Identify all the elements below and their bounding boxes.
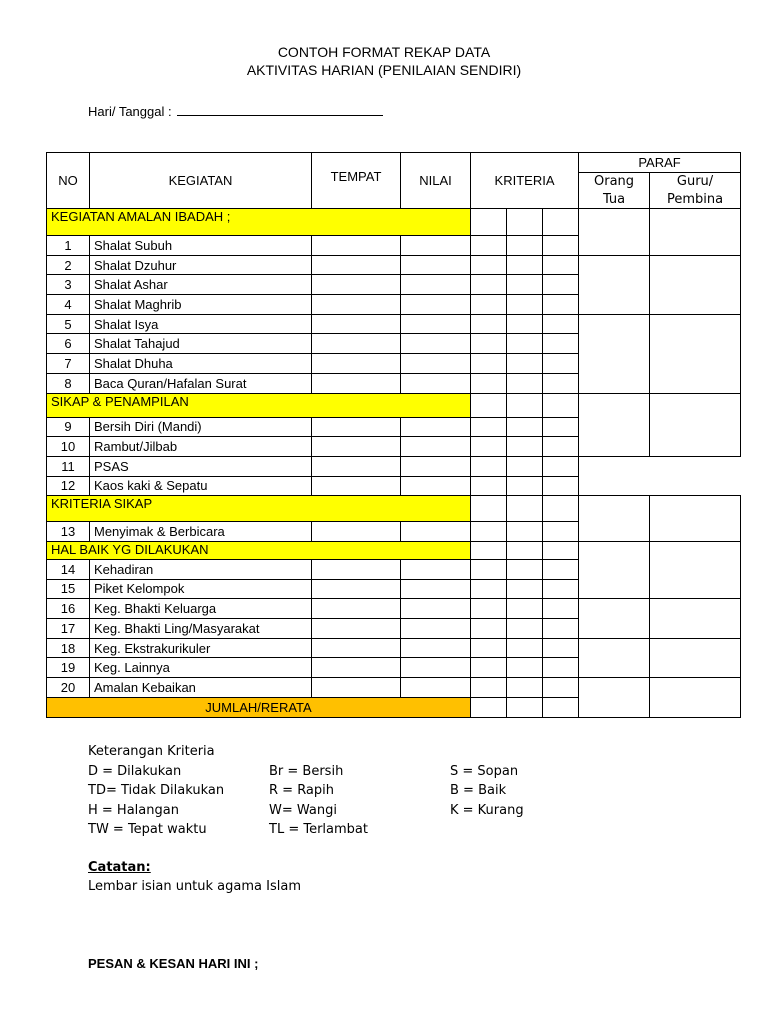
section-row — [47, 393, 741, 417]
row-number: 14 — [47, 559, 90, 579]
nilai-cell[interactable] — [401, 275, 471, 295]
kriteria-cell[interactable] — [471, 522, 507, 542]
nilai-cell[interactable] — [401, 295, 471, 315]
kriteria-cell[interactable] — [543, 678, 579, 698]
nilai-cell[interactable] — [401, 522, 471, 542]
tempat-cell[interactable] — [312, 456, 401, 476]
tempat-cell[interactable] — [312, 373, 401, 393]
activity-label: Baca Quran/Hafalan Surat — [90, 373, 312, 393]
paraf-guru-cell[interactable] — [650, 496, 741, 542]
tempat-cell[interactable] — [312, 658, 401, 678]
legend-item: Br = Bersih — [269, 763, 344, 779]
paraf-guru-cell[interactable] — [650, 209, 741, 256]
nilai-cell[interactable] — [401, 476, 471, 496]
paraf-orang-tua-cell[interactable] — [579, 541, 650, 598]
row-number: 18 — [47, 638, 90, 658]
nilai-cell[interactable] — [401, 437, 471, 457]
nilai-cell[interactable] — [401, 255, 471, 275]
tempat-cell[interactable] — [312, 522, 401, 542]
kriteria-cell[interactable] — [471, 579, 507, 599]
kriteria-cell[interactable] — [543, 275, 579, 295]
kriteria-cell[interactable] — [471, 476, 507, 496]
rekap-table — [46, 152, 741, 718]
paraf-guru-cell[interactable] — [650, 314, 741, 393]
kriteria-cell[interactable] — [543, 496, 579, 522]
date-blank-line — [177, 105, 383, 116]
tempat-cell[interactable] — [312, 678, 401, 698]
header-no: NO — [47, 153, 90, 209]
kriteria-cell[interactable] — [543, 209, 579, 236]
paraf-orang-tua-cell[interactable] — [579, 638, 650, 677]
kriteria-cell[interactable] — [543, 476, 579, 496]
section-row — [47, 209, 741, 236]
table-row — [47, 255, 741, 275]
kriteria-cell[interactable] — [507, 541, 543, 559]
kriteria-cell[interactable] — [507, 658, 543, 678]
table-row — [47, 599, 741, 619]
kriteria-cell[interactable] — [471, 541, 507, 559]
nilai-cell[interactable] — [401, 334, 471, 354]
kriteria-cell[interactable] — [471, 417, 507, 437]
activity-label: Shalat Ashar — [90, 275, 312, 295]
row-number: 9 — [47, 417, 90, 437]
kriteria-cell[interactable] — [543, 579, 579, 599]
tempat-cell[interactable] — [312, 295, 401, 315]
kriteria-cell[interactable] — [471, 599, 507, 619]
nilai-cell[interactable] — [401, 579, 471, 599]
tempat-cell[interactable] — [312, 559, 401, 579]
nilai-cell[interactable] — [401, 236, 471, 256]
table-row — [47, 476, 741, 496]
kriteria-cell[interactable] — [471, 354, 507, 374]
kriteria-cell[interactable] — [471, 275, 507, 295]
row-number: 1 — [47, 236, 90, 256]
catatan — [88, 858, 301, 896]
table-row — [47, 314, 741, 334]
nilai-cell[interactable] — [401, 354, 471, 374]
rekap-table-body — [47, 209, 741, 718]
paraf-guru-cell[interactable] — [650, 638, 741, 677]
kriteria-cell[interactable] — [471, 295, 507, 315]
tempat-cell[interactable] — [312, 334, 401, 354]
tempat-cell[interactable] — [312, 417, 401, 437]
kriteria-cell[interactable] — [507, 496, 543, 522]
activity-label: Piket Kelompok — [90, 579, 312, 599]
kriteria-cell[interactable] — [543, 236, 579, 256]
row-number: 16 — [47, 599, 90, 619]
section-title: KRITERIA SIKAP — [47, 496, 471, 522]
row-number: 7 — [47, 354, 90, 374]
activity-label: Bersih Diri (Mandi) — [90, 417, 312, 437]
kriteria-cell[interactable] — [471, 496, 507, 522]
activity-label: Kaos kaki & Sepatu — [90, 476, 312, 496]
kriteria-cell[interactable] — [471, 619, 507, 639]
header-nilai: NILAI — [401, 153, 471, 209]
activity-label: Kehadiran — [90, 559, 312, 579]
section-row — [47, 541, 741, 559]
kriteria-cell[interactable] — [507, 255, 543, 275]
paraf-guru-cell[interactable] — [650, 393, 741, 456]
activity-label: Shalat Subuh — [90, 236, 312, 256]
nilai-cell[interactable] — [401, 314, 471, 334]
activity-label: Shalat Maghrib — [90, 295, 312, 315]
jumlah-rerata-label: JUMLAH/RERATA — [47, 697, 471, 717]
activity-label: Shalat Dzuhur — [90, 255, 312, 275]
kriteria-cell[interactable] — [543, 456, 579, 476]
legend-item: W= Wangi — [269, 802, 337, 818]
nilai-cell[interactable] — [401, 599, 471, 619]
kriteria-cell[interactable] — [471, 209, 507, 236]
row-number: 6 — [47, 334, 90, 354]
kriteria-cell[interactable] — [543, 522, 579, 542]
document-title-line1: CONTOH FORMAT REKAP DATA — [277, 44, 491, 60]
kriteria-cell[interactable] — [507, 599, 543, 619]
kriteria-cell[interactable] — [507, 559, 543, 579]
kriteria-cell[interactable] — [507, 295, 543, 315]
kriteria-cell[interactable] — [543, 599, 579, 619]
kriteria-cell[interactable] — [543, 314, 579, 334]
tempat-cell[interactable] — [312, 599, 401, 619]
kriteria-cell[interactable] — [471, 373, 507, 393]
kriteria-cell[interactable] — [507, 314, 543, 334]
row-number: 2 — [47, 255, 90, 275]
activity-label: Rambut/Jilbab — [90, 437, 312, 457]
row-number: 17 — [47, 619, 90, 639]
row-number: 12 — [47, 476, 90, 496]
kriteria-cell[interactable] — [507, 638, 543, 658]
nilai-cell[interactable] — [401, 638, 471, 658]
kriteria-cell[interactable] — [507, 373, 543, 393]
keterangan-title: Keterangan Kriteria — [88, 744, 215, 759]
kriteria-cell[interactable] — [471, 236, 507, 256]
tempat-cell[interactable] — [312, 255, 401, 275]
legend-item: D = Dilakukan — [88, 763, 182, 779]
kriteria-cell[interactable] — [471, 393, 507, 417]
tempat-cell[interactable] — [312, 579, 401, 599]
activity-label: Shalat Isya — [90, 314, 312, 334]
kriteria-cell[interactable] — [471, 678, 507, 698]
table-row — [47, 638, 741, 658]
row-number: 13 — [47, 522, 90, 542]
row-number: 5 — [47, 314, 90, 334]
table-row — [47, 678, 741, 698]
kriteria-cell[interactable] — [543, 541, 579, 559]
kriteria-cell[interactable] — [507, 236, 543, 256]
header-guru-line1: Guru/ — [650, 173, 741, 191]
document-title-line2: AKTIVITAS HARIAN (PENILAIAN SENDIRI) — [246, 62, 522, 78]
kriteria-cell[interactable] — [471, 255, 507, 275]
kriteria-cell[interactable] — [543, 638, 579, 658]
nilai-cell[interactable] — [401, 678, 471, 698]
activity-label: Keg. Ekstrakurikuler — [90, 638, 312, 658]
legend-item: B = Baik — [450, 783, 507, 798]
paraf-orang-tua-cell[interactable] — [579, 496, 650, 542]
activity-label: Shalat Dhuha — [90, 354, 312, 374]
kriteria-cell[interactable] — [543, 393, 579, 417]
kriteria-cell[interactable] — [471, 314, 507, 334]
kriteria-cell[interactable] — [543, 437, 579, 457]
activity-label: PSAS — [90, 456, 312, 476]
kriteria-cell[interactable] — [471, 638, 507, 658]
kriteria-cell[interactable] — [507, 275, 543, 295]
kriteria-cell[interactable] — [543, 658, 579, 678]
nilai-cell[interactable] — [401, 417, 471, 437]
tempat-cell[interactable] — [312, 314, 401, 334]
kriteria-cell[interactable] — [507, 417, 543, 437]
kriteria-cell[interactable] — [471, 437, 507, 457]
row-number: 20 — [47, 678, 90, 698]
legend-item: R = Rapih — [269, 783, 335, 798]
section-title: HAL BAIK YG DILAKUKAN — [47, 541, 471, 559]
row-number: 10 — [47, 437, 90, 457]
nilai-cell[interactable] — [401, 456, 471, 476]
header-guru-line2: Pembina — [650, 191, 741, 209]
catatan-title: Catatan: — [88, 860, 151, 875]
kriteria-cell[interactable] — [543, 334, 579, 354]
activity-label: Menyimak & Berbicara — [90, 522, 312, 542]
nilai-cell[interactable] — [401, 373, 471, 393]
kriteria-cell[interactable] — [507, 209, 543, 236]
paraf-orang-tua-cell[interactable] — [579, 314, 650, 393]
activity-label: Amalan Kebaikan — [90, 678, 312, 698]
kriteria-cell[interactable] — [543, 354, 579, 374]
kriteria-cell[interactable] — [543, 559, 579, 579]
paraf-guru-cell[interactable] — [650, 678, 741, 718]
row-number: 4 — [47, 295, 90, 315]
row-number: 15 — [47, 579, 90, 599]
kriteria-cell[interactable] — [507, 678, 543, 698]
section-title: SIKAP & PENAMPILAN — [47, 393, 471, 417]
kriteria-cell[interactable] — [471, 334, 507, 354]
date-field — [88, 104, 383, 119]
header-orang-tua-line2: Tua — [579, 191, 650, 209]
paraf-orang-tua-cell[interactable] — [579, 599, 650, 638]
kriteria-cell[interactable] — [507, 334, 543, 354]
header-kegiatan: KEGIATAN — [90, 153, 312, 209]
kriteria-cell[interactable] — [507, 354, 543, 374]
paraf-orang-tua-cell[interactable] — [579, 255, 650, 314]
kriteria-cell[interactable] — [507, 456, 543, 476]
kriteria-cell[interactable] — [543, 373, 579, 393]
kriteria-cell[interactable] — [507, 393, 543, 417]
paraf-guru-cell[interactable] — [650, 255, 741, 314]
kriteria-cell[interactable] — [471, 456, 507, 476]
legend-item: K = Kurang — [450, 802, 524, 818]
activity-label: Keg. Bhakti Ling/Masyarakat — [90, 619, 312, 639]
row-number: 8 — [47, 373, 90, 393]
nilai-cell[interactable] — [401, 619, 471, 639]
tempat-cell[interactable] — [312, 619, 401, 639]
activity-label: Keg. Bhakti Keluarga — [90, 599, 312, 619]
row-number: 3 — [47, 275, 90, 295]
paraf-guru-cell[interactable] — [650, 599, 741, 638]
header-kriteria: KRITERIA — [471, 153, 579, 209]
nilai-cell[interactable] — [401, 658, 471, 678]
row-number: 11 — [47, 456, 90, 476]
header-tempat: TEMPAT — [312, 153, 401, 209]
kriteria-cell[interactable] — [471, 697, 507, 717]
header-paraf: PARAF — [579, 153, 741, 173]
date-label: Hari/ Tanggal : — [88, 104, 172, 119]
kriteria-cell[interactable] — [507, 437, 543, 457]
legend-item: TW = Tepat waktu — [88, 822, 207, 837]
kriteria-cell[interactable] — [507, 619, 543, 639]
nilai-cell[interactable] — [401, 559, 471, 579]
section-title: KEGIATAN AMALAN IBADAH ; — [47, 209, 471, 236]
paraf-orang-tua-cell[interactable] — [579, 209, 650, 256]
kriteria-cell[interactable] — [471, 559, 507, 579]
kriteria-cell[interactable] — [543, 417, 579, 437]
legend-item: S = Sopan — [450, 763, 519, 779]
tempat-cell[interactable] — [312, 437, 401, 457]
legend-item: TL = Terlambat — [269, 822, 368, 837]
tempat-cell[interactable] — [312, 476, 401, 496]
kriteria-cell[interactable] — [507, 522, 543, 542]
row-number: 19 — [47, 658, 90, 678]
kriteria-cell[interactable] — [543, 697, 579, 717]
pesan-kesan-heading: PESAN & KESAN HARI INI ; — [88, 956, 259, 971]
paraf-guru-cell[interactable] — [650, 541, 741, 598]
tempat-cell[interactable] — [312, 275, 401, 295]
kriteria-cell[interactable] — [471, 658, 507, 678]
kriteria-cell[interactable] — [543, 255, 579, 275]
catatan-text: Lembar isian untuk agama Islam — [88, 879, 301, 894]
tempat-cell[interactable] — [312, 354, 401, 374]
header-orang-tua-line1: Orang — [579, 173, 650, 191]
paraf-orang-tua-cell[interactable] — [579, 393, 650, 456]
tempat-cell[interactable] — [312, 638, 401, 658]
kriteria-cell[interactable] — [543, 619, 579, 639]
paraf-orang-tua-cell[interactable] — [579, 678, 650, 718]
activity-label: Shalat Tahajud — [90, 334, 312, 354]
kriteria-cell[interactable] — [507, 697, 543, 717]
kriteria-cell[interactable] — [507, 579, 543, 599]
kriteria-cell[interactable] — [507, 476, 543, 496]
legend-item: H = Halangan — [88, 802, 179, 818]
legend-item: TD= Tidak Dilakukan — [88, 783, 225, 798]
tempat-cell[interactable] — [312, 236, 401, 256]
section-row — [47, 496, 741, 522]
table-row — [47, 456, 741, 476]
kriteria-cell[interactable] — [543, 295, 579, 315]
activity-label: Keg. Lainnya — [90, 658, 312, 678]
